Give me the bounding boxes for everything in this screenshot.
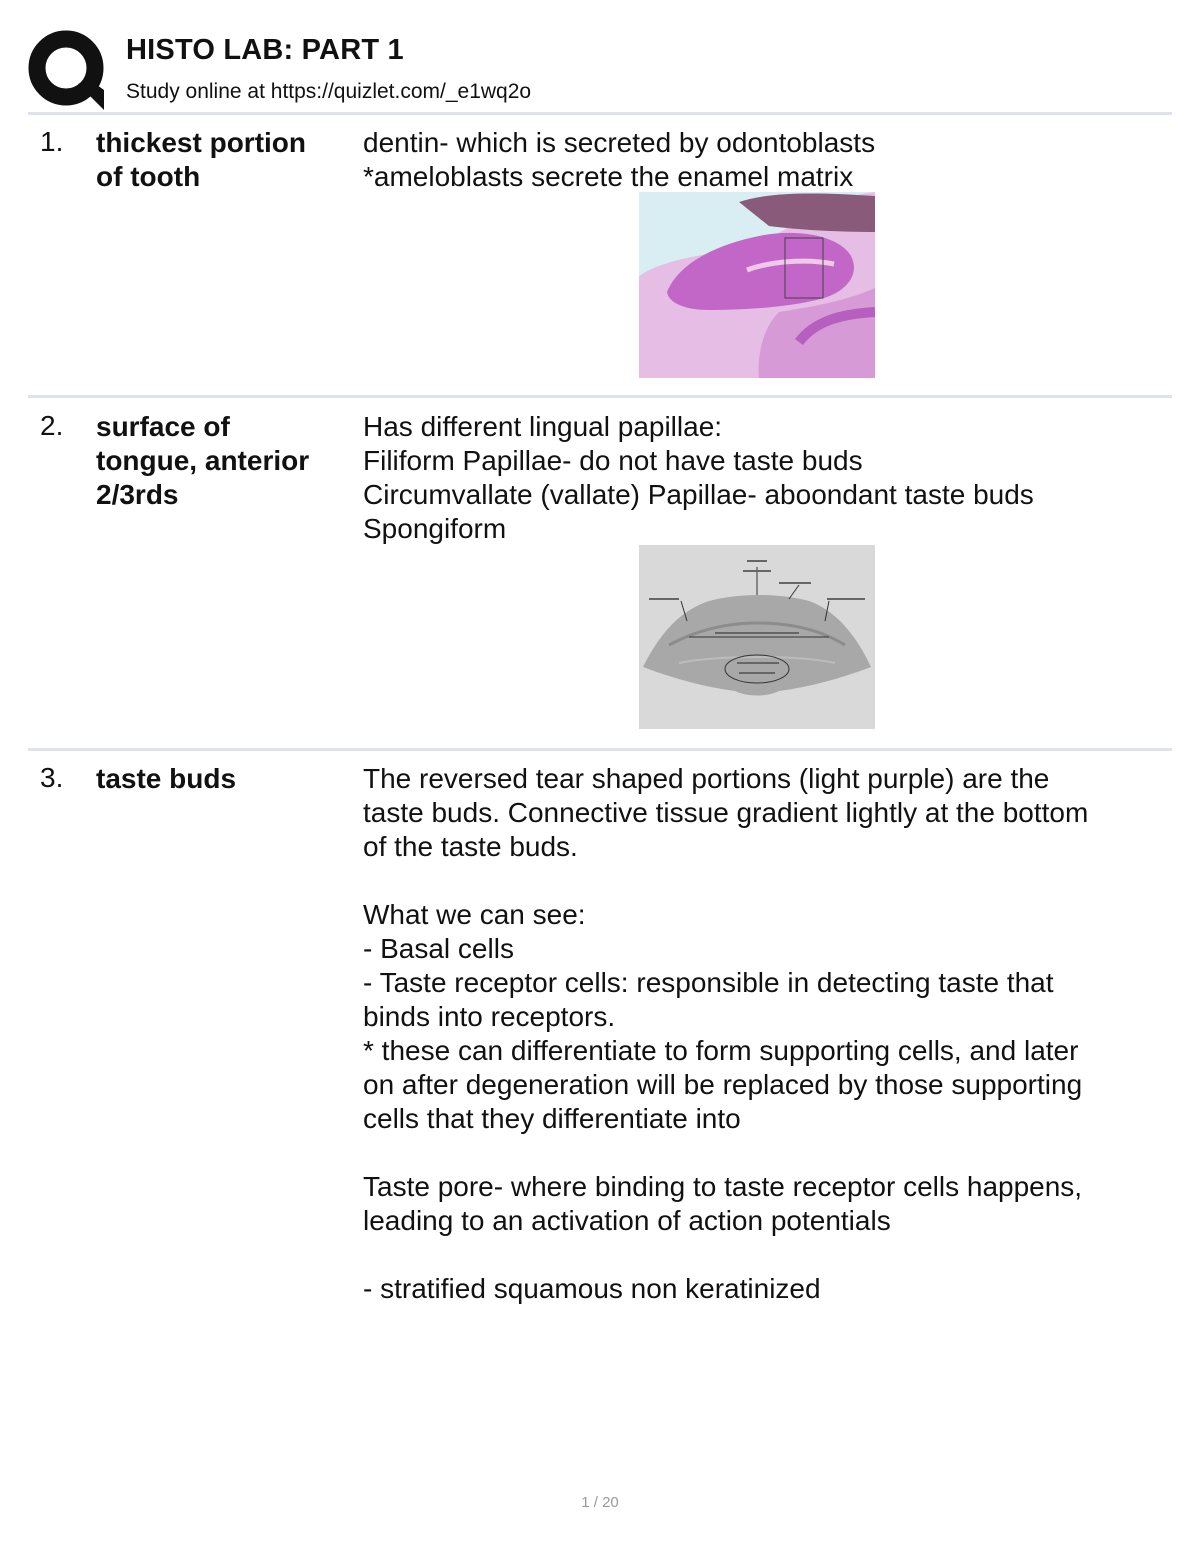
divider — [28, 748, 1172, 751]
definition-line: Circumvallate (vallate) Papillae- aboondant taste buds — [363, 479, 1034, 510]
divider — [28, 395, 1172, 398]
quizlet-logo-icon — [28, 30, 108, 110]
page-title: HISTO LAB: PART 1 — [126, 34, 404, 66]
definition-line: Filiform Papillae- do not have taste buds — [363, 445, 863, 476]
definition-line — [363, 864, 1163, 898]
definition-line: taste buds. Connective tissue gradient lightly at the bottom — [363, 797, 1089, 828]
card-number: 1. — [40, 126, 64, 157]
definition-line: cells that they differentiate into — [363, 1103, 741, 1134]
term-line: 2/3rds — [96, 479, 179, 510]
card-term — [96, 410, 341, 512]
term-line: thickest portion — [96, 127, 307, 158]
card-term — [96, 126, 341, 194]
card-definition — [363, 762, 1163, 1306]
definition-line: dentin- which is secreted by odontoblasts — [363, 127, 876, 158]
definition-line: - Taste receptor cells: responsible in detecting taste that — [363, 967, 1054, 998]
tongue-cross-section-image — [639, 545, 875, 729]
definition-line — [363, 1238, 1163, 1272]
term-line: of tooth — [96, 161, 201, 192]
term-line: surface of — [96, 411, 230, 442]
definition-line: leading to an activation of action potentials — [363, 1205, 891, 1236]
definition-line: on after degeneration will be replaced by those supporting — [363, 1069, 1083, 1100]
card-number: 3. — [40, 762, 64, 793]
definition-line: of the taste buds. — [363, 831, 578, 862]
term-line: taste buds — [96, 763, 237, 794]
page-header — [28, 28, 1178, 108]
definition-line: Has different lingual papillae: — [363, 411, 723, 442]
card-definition — [363, 410, 1163, 546]
definition-line: * these can differentiate to form supporting cells, and later — [363, 1035, 1079, 1066]
definition-line — [363, 1136, 1163, 1170]
card-number: 2. — [40, 410, 64, 441]
definition-line: - Basal cells — [363, 933, 514, 964]
term-line: tongue, anterior — [96, 445, 310, 476]
definition-line: binds into receptors. — [363, 1001, 616, 1032]
page-number: 1 / 20 — [581, 1494, 619, 1511]
definition-line: - stratified squamous non keratinized — [363, 1273, 821, 1304]
definition-line: What we can see: — [363, 899, 586, 930]
definition-line: *ameloblasts secrete the enamel matrix — [363, 161, 854, 192]
study-link-text: Study online at https://quizlet.com/_e1wq2o — [126, 80, 532, 103]
tooth-histology-image — [639, 192, 875, 378]
definition-line: Spongiform — [363, 513, 507, 544]
definition-line: Taste pore- where binding to taste receptor cells happens, — [363, 1171, 1083, 1202]
card-definition — [363, 126, 1163, 194]
card-term — [96, 762, 341, 796]
definition-line: The reversed tear shaped portions (light purple) are the — [363, 763, 1050, 794]
divider — [28, 112, 1172, 115]
